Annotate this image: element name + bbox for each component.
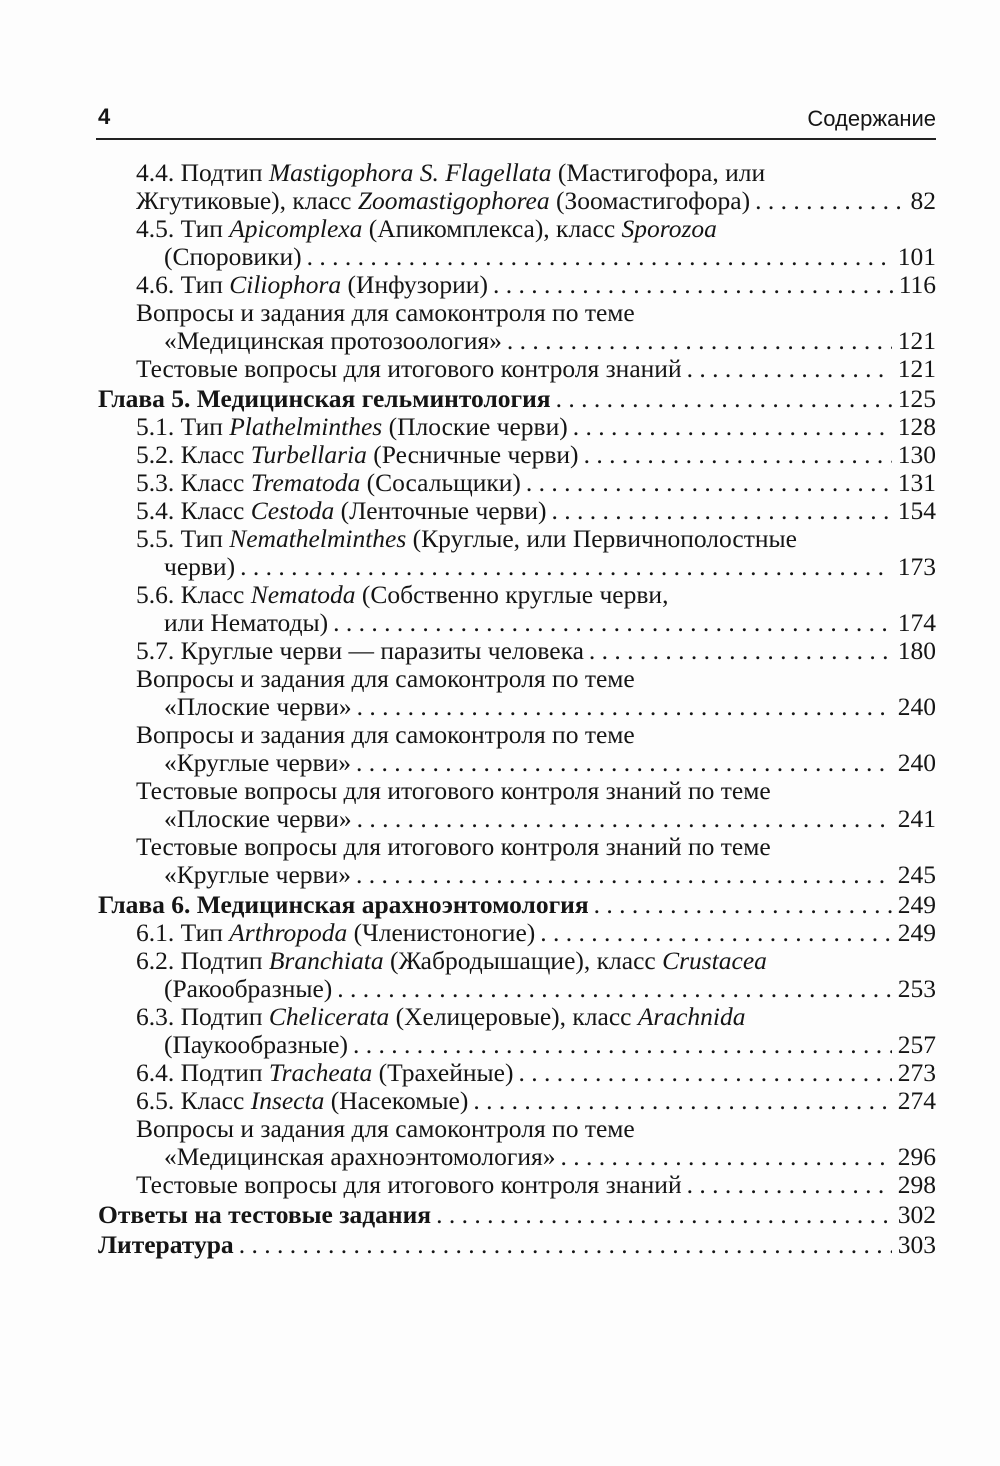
toc-entry-tests-6: Тестовые вопросы для итогового контроля знаний . . . 298 <box>136 1170 936 1200</box>
toc-entry-tests-5a-line2: «Плоские черви» . . . 241 <box>164 804 936 834</box>
dot-leader <box>348 1030 892 1060</box>
dot-leader <box>332 974 891 1004</box>
toc-page: 298 <box>897 1170 936 1199</box>
toc-entry-6-1: 6.1. Тип Arthropoda (Членистоногие) . . . 249 <box>136 918 936 948</box>
toc-entry-tests-5a-line1: Тестовые вопросы для итогового контроля знаний по теме <box>136 776 771 805</box>
dot-leader <box>328 608 892 638</box>
toc-entry-4-6: 4.6. Тип Ciliophora (Инфузории) . . . 116 <box>136 270 936 300</box>
toc-page: 249 <box>897 890 936 919</box>
toc-entry-4-5-line1: 4.5. Тип Apicomplexa (Апикомплекса), класс Sporozoa <box>136 214 717 243</box>
toc-page: 116 <box>898 270 936 299</box>
toc-page: 173 <box>897 552 936 581</box>
toc-page: 130 <box>897 440 936 469</box>
toc-entry-5-7: 5.7. Круглые черви — паразиты человека . . . 180 <box>136 636 936 666</box>
toc-chapter-5: Глава 5. Медицинская гельминтология . . . 125 <box>98 384 936 414</box>
dot-leader <box>431 1200 892 1230</box>
toc-page: 101 <box>897 242 936 271</box>
toc-page: 82 <box>910 186 936 215</box>
dot-leader <box>584 636 892 666</box>
dot-leader <box>468 1086 891 1116</box>
toc-entry-5-2: 5.2. Класс Turbellaria (Ресничные черви) . . . 130 <box>136 440 936 470</box>
toc-page: 121 <box>897 354 936 383</box>
toc-page: 125 <box>897 384 936 413</box>
toc-entry-5-6-line2: или Нематоды) . . . 174 <box>164 608 936 638</box>
toc-page: 180 <box>897 636 936 665</box>
toc-page: 274 <box>897 1086 936 1115</box>
toc-chapter-6: Глава 6. Медицинская арахноэнтомология . . . 249 <box>98 890 936 920</box>
toc-entry-questions-5a-line1: Вопросы и задания для самоконтроля по теме <box>136 664 635 693</box>
toc-page: 302 <box>897 1200 936 1229</box>
toc-entry-questions-6-line1: Вопросы и задания для самоконтроля по теме <box>136 1114 635 1143</box>
dot-leader <box>352 804 892 834</box>
dot-leader <box>351 860 892 890</box>
toc-page: 154 <box>897 496 936 525</box>
toc-page: 174 <box>897 608 936 637</box>
dot-leader <box>502 326 892 356</box>
toc-entry-4-4-line1: 4.4. Подтип Mastigophora S. Flagellata (Мастигофора, или <box>136 158 766 187</box>
toc-page: 303 <box>897 1230 936 1259</box>
toc-page: 257 <box>897 1030 936 1059</box>
dot-leader <box>579 440 892 470</box>
dot-leader <box>568 412 892 442</box>
page-number: 4 <box>98 104 111 129</box>
dot-leader <box>750 186 904 216</box>
dot-leader <box>547 496 892 526</box>
toc-entry-5-3: 5.3. Класс Trematoda (Сосальщики) . . . 131 <box>136 468 936 498</box>
dot-leader <box>302 242 892 272</box>
toc-entry-6-4: 6.4. Подтип Tracheata (Трахейные) . . . 273 <box>136 1058 936 1088</box>
dot-leader <box>551 384 892 414</box>
toc-entry-5-6-line1: 5.6. Класс Nematoda (Собственно круглые черви, <box>136 580 669 609</box>
toc-entry-questions-5a-line2: «Плоские черви» . . . 240 <box>164 692 936 722</box>
dot-leader <box>535 918 891 948</box>
dot-leader <box>488 270 893 300</box>
toc-page: 241 <box>897 804 936 833</box>
dot-leader <box>351 748 892 778</box>
toc-page: 240 <box>897 748 936 777</box>
toc-page: 121 <box>897 326 936 355</box>
toc-page: 253 <box>897 974 936 1003</box>
running-title: Содержание <box>807 106 936 131</box>
toc-entry-4-4-line2: Жгутиковые), класс Zoomastigophorea (Зоомастигофора) . . . 82 <box>136 186 936 216</box>
toc-page: 131 <box>897 468 936 497</box>
toc-page: 240 <box>897 692 936 721</box>
toc-entry-questions-4-line1: Вопросы и задания для самоконтроля по теме <box>136 298 635 327</box>
toc-entry-questions-5b-line1: Вопросы и задания для самоконтроля по теме <box>136 720 635 749</box>
dot-leader <box>521 468 892 498</box>
dot-leader <box>352 692 892 722</box>
toc-entry-tests-5b-line2: «Круглые черви» . . . 245 <box>164 860 936 890</box>
toc-entry-5-4: 5.4. Класс Cestoda (Ленточные черви) . . . 154 <box>136 496 936 526</box>
dot-leader <box>234 1230 892 1260</box>
toc-page: 296 <box>897 1142 936 1171</box>
toc-entry-questions-6-line2: «Медицинская арахноэнтомология» . . . 296 <box>164 1142 936 1172</box>
dot-leader <box>682 354 892 384</box>
page-header <box>96 104 936 140</box>
dot-leader <box>589 890 892 920</box>
toc-entry-5-5-line1: 5.5. Тип Nemathelminthes (Круглые, или Первичнополостные <box>136 524 797 553</box>
toc-literature: Литература . . . 303 <box>98 1230 936 1260</box>
dot-leader <box>682 1170 892 1200</box>
toc-entry-4-5-line2: (Споровики) . . . 101 <box>164 242 936 272</box>
toc-entry-6-3-line2: (Паукообразные) . . . 257 <box>164 1030 936 1060</box>
toc-page: 128 <box>897 412 936 441</box>
toc-entry-6-2-line1: 6.2. Подтип Branchiata (Жабродышащие), класс Crustacea <box>136 946 767 975</box>
toc-page: 245 <box>897 860 936 889</box>
dot-leader <box>235 552 892 582</box>
toc-entry-tests-4: Тестовые вопросы для итогового контроля знаний . . . 121 <box>136 354 936 384</box>
toc-entry-questions-5b-line2: «Круглые черви» . . . 240 <box>164 748 936 778</box>
dot-leader <box>513 1058 891 1088</box>
toc-answers: Ответы на тестовые задания . . . 302 <box>98 1200 936 1230</box>
toc-entry-5-5-line2: черви) . . . 173 <box>164 552 936 582</box>
toc-page: 249 <box>897 918 936 947</box>
dot-leader <box>556 1142 892 1172</box>
toc-entry-6-5: 6.5. Класс Insecta (Насекомые) . . . 274 <box>136 1086 936 1116</box>
toc-entry-tests-5b-line1: Тестовые вопросы для итогового контроля знаний по теме <box>136 832 771 861</box>
toc-page: 273 <box>897 1058 936 1087</box>
toc-entry-6-3-line1: 6.3. Подтип Chelicerata (Хелицеровые), класс Arachnida <box>136 1002 746 1031</box>
toc-entry-questions-4-line2: «Медицинская протозоология» . . . 121 <box>164 326 936 356</box>
toc-entry-6-2-line2: (Ракообразные) . . . 253 <box>164 974 936 1004</box>
toc-entry-5-1: 5.1. Тип Plathelminthes (Плоские черви) . . . 128 <box>136 412 936 442</box>
